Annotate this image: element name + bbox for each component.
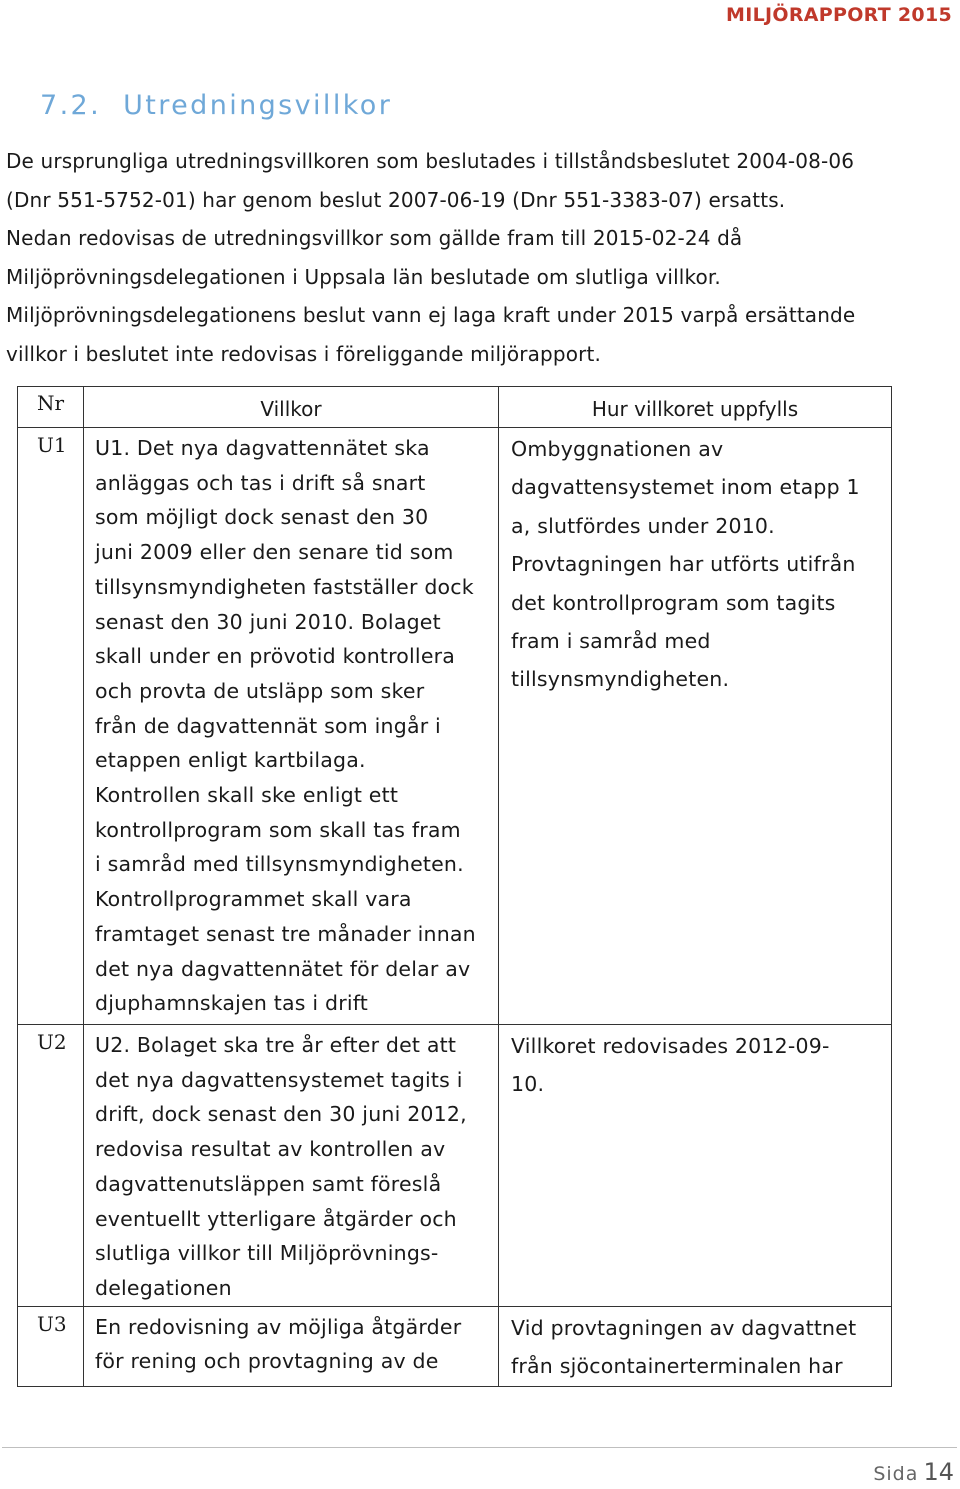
villkor-line: i samråd med tillsynsmyndigheten. [95, 852, 464, 877]
section-title: Utredningsvillkor [123, 90, 393, 121]
villkor-line: Kontrollprogrammet skall vara [95, 887, 412, 912]
villkor-cell [84, 1306, 499, 1386]
uppfylls-line: dagvattensystemet inom etapp 1 [511, 475, 860, 500]
uppfylls-line: Ombyggnationen av [511, 437, 724, 461]
intro-line: Nedan redovisas de utredningsvillkor som gällde fram till 2015-02-24 då [6, 226, 743, 251]
villkor-line: U1. Det nya dagvattennätet ska [95, 436, 430, 460]
intro-line: De ursprungliga utredningsvillkoren som beslutades i tillståndsbeslutet 2004-08-06 [6, 149, 855, 173]
villkor-line: juni 2009 eller den senare tid som [95, 540, 454, 565]
uppfylls-cell [499, 1306, 892, 1386]
villkor-line: och provta de utsläpp som sker [95, 678, 425, 703]
villkor-line: eventuellt ytterligare åtgärder och [95, 1206, 457, 1231]
intro-line: villkor i beslutet inte redovisas i föreliggande miljörapport. [6, 341, 601, 366]
intro-line: Miljöprövningsdelegationens beslut vann ej laga kraft under 2015 varpå ersättande [6, 303, 856, 328]
uppfylls-line: tillsynsmyndigheten. [511, 667, 730, 692]
section-heading [40, 90, 392, 121]
intro-line: Miljöprövningsdelegationen i Uppsala län beslutade om slutliga villkor. [6, 264, 721, 289]
uppfylls-cell [499, 1025, 892, 1307]
villkor-line: som möjligt dock senast den 30 [95, 505, 429, 530]
section-number: 7.2. [40, 90, 102, 121]
villkor-line: från de dagvattennät som ingår i [95, 713, 441, 738]
intro-line: (Dnr 551-5752-01) har genom beslut 2007-06-19 (Dnr 551-3383-07) ersatts. [6, 187, 786, 212]
running-header: MILJÖRAPPORT 2015 [726, 4, 952, 26]
uppfylls-line: Villkoret redovisades 2012-09- [511, 1034, 830, 1058]
villkor-line: Kontrollen skall ske enligt ett [95, 783, 399, 808]
villkor-line: slutliga villkor till Miljöprövnings- [95, 1241, 439, 1266]
villkor-line: det nya dagvattensystemet tagits i [95, 1067, 463, 1092]
villkor-cell [84, 1025, 499, 1307]
uppfylls-cell [499, 428, 892, 1025]
villkor-line: U2. Bolaget ska tre år efter det att [95, 1033, 457, 1057]
row-number: U2 [18, 1025, 84, 1307]
table-row [18, 428, 892, 1025]
villkor-line: drift, dock senast den 30 juni 2012, [95, 1102, 467, 1127]
villkor-line: det nya dagvattennätet för delar av [95, 956, 471, 981]
header-nr: Nr [18, 387, 84, 428]
page-label: Sida [873, 1463, 919, 1485]
table-row [18, 1025, 892, 1307]
row-number: U3 [18, 1306, 84, 1386]
uppfylls-line: fram i samråd med [511, 629, 711, 654]
uppfylls-line: 10. [511, 1072, 545, 1097]
uppfylls-line: från sjöcontainerterminalen har [511, 1354, 843, 1379]
header-villkor: Villkor [84, 387, 499, 428]
villkor-line: delegationen [95, 1275, 232, 1300]
villkor-line: etappen enligt kartbilaga. [95, 748, 366, 773]
villkor-line: för rening och provtagning av de [95, 1349, 439, 1374]
villkor-line: tillsynsmyndigheten fastställer dock [95, 574, 474, 599]
villkor-line: framtaget senast tre månader innan [95, 921, 476, 946]
header-hur-uppfylls: Hur villkoret uppfylls [499, 387, 892, 428]
conditions-table [17, 386, 892, 1387]
table-header-row [18, 387, 892, 428]
villkor-line: skall under en prövotid kontrollera [95, 644, 456, 669]
villkor-line: anläggas och tas i drift så snart [95, 470, 426, 495]
villkor-line: djuphamnskajen tas i drift [95, 991, 369, 1016]
villkor-line: senast den 30 juni 2010. Bolaget [95, 609, 441, 634]
villkor-line: redovisa resultat av kontrollen av [95, 1137, 446, 1162]
table-row [18, 1306, 892, 1386]
page-number-value: 14 [923, 1458, 954, 1486]
uppfylls-line: a, slutfördes under 2010. [511, 513, 775, 538]
villkor-line: En redovisning av möjliga åtgärder [95, 1314, 462, 1339]
uppfylls-line: Vid provtagningen av dagvattnet [511, 1315, 857, 1340]
villkor-line: dagvattenutsläppen samt föreslå [95, 1171, 442, 1196]
page-number [873, 1458, 954, 1486]
villkor-line: kontrollprogram som skall tas fram [95, 817, 461, 842]
uppfylls-line: Provtagningen har utförts utifrån [511, 552, 856, 577]
intro-paragraph [6, 142, 951, 374]
row-number: U1 [18, 428, 84, 1025]
uppfylls-line: det kontrollprogram som tagits [511, 590, 836, 615]
villkor-cell [84, 428, 499, 1025]
footer-divider [2, 1447, 957, 1448]
